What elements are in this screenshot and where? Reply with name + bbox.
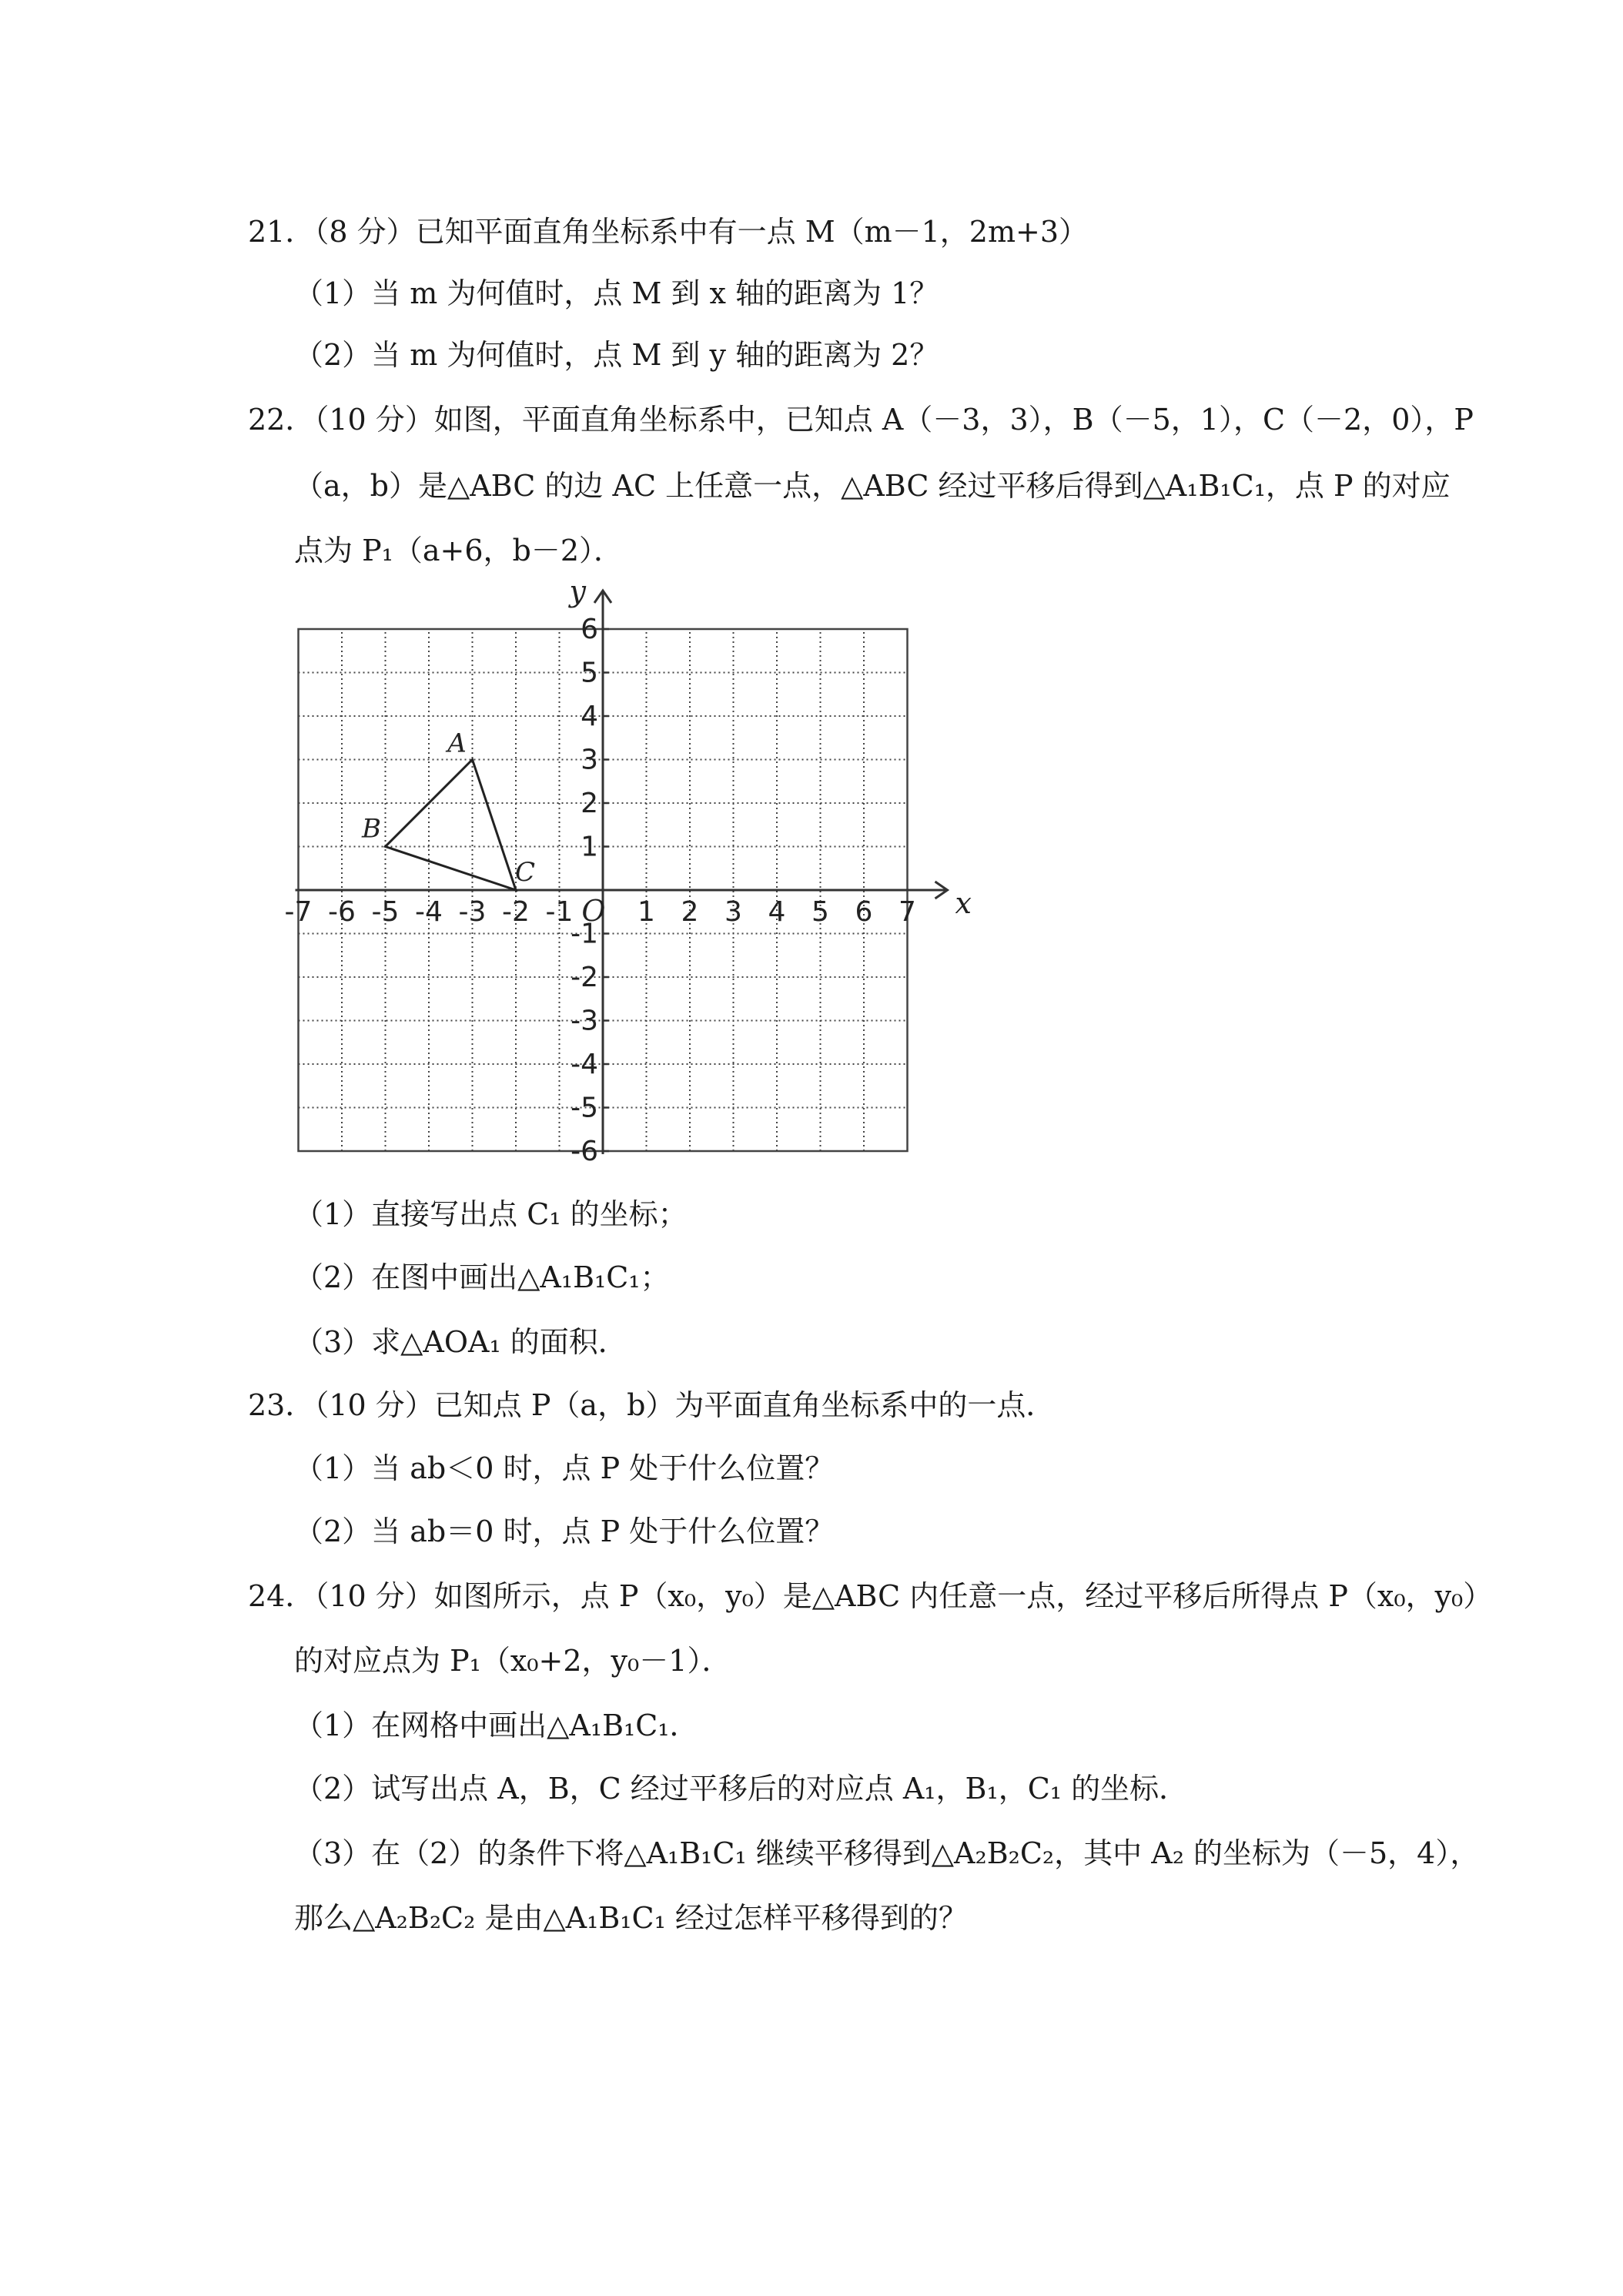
- q22-sub2: （2）在图中画出△A₁B₁C₁；: [294, 1260, 670, 1294]
- q24-sub2: （2）试写出点 A，B，C 经过平移后的对应点 A₁，B₁，C₁ 的坐标．: [294, 1772, 1189, 1806]
- q22-sub1: （1）直接写出点 C₁ 的坐标；: [294, 1197, 688, 1231]
- coordinate-grid-svg: [254, 574, 972, 1169]
- y-tick-label: -3: [571, 1005, 598, 1037]
- y-tick-label: 6: [581, 614, 598, 645]
- x-tick-label: -7: [284, 896, 313, 928]
- q22-sub3: （3）求△AOA₁ 的面积．: [294, 1325, 627, 1359]
- y-tick-label: -1: [571, 918, 598, 950]
- x-tick-label: -6: [328, 896, 356, 928]
- q22-line3: 点为 P₁（a+6，b－2）．: [294, 534, 624, 567]
- x-tick-label: 6: [855, 896, 873, 928]
- vertex-label-b: B: [362, 813, 381, 845]
- q24-line1: 24．（10 分）如图所示，点 P（x₀，y₀）是△ABC 内任意一点，经过平移后所得点 P（x₀，y₀）: [248, 1579, 1493, 1613]
- vertex-label-c: C: [514, 857, 536, 888]
- y-tick-label: -6: [571, 1136, 598, 1167]
- q23-sub2: （2）当 ab＝0 时，点 P 处于什么位置？: [294, 1514, 835, 1548]
- q24-sub3b: 那么△A₂B₂C₂ 是由△A₁B₁C₁ 经过怎样平移得到的？: [294, 1901, 968, 1935]
- y-axis-label: y: [569, 574, 586, 608]
- y-tick-label: -5: [571, 1092, 598, 1124]
- x-tick-label: -5: [371, 896, 400, 928]
- q22-line1: 22．（10 分）如图，平面直角坐标系中，已知点 A（－3，3），B（－5，1），C（－2，0），P: [248, 403, 1474, 437]
- x-tick-label: 5: [812, 896, 829, 928]
- y-tick-label: 3: [581, 744, 598, 776]
- q24-sub1: （1）在网格中画出△A₁B₁C₁．: [294, 1709, 699, 1742]
- y-tick-label: 4: [581, 701, 598, 732]
- q21-head: 21．（8 分）已知平面直角坐标系中有一点 M（m－1，2m+3）: [248, 215, 1089, 249]
- x-tick-label: 1: [637, 896, 655, 928]
- y-tick-label: 5: [581, 657, 598, 689]
- x-tick-label: 7: [899, 896, 916, 928]
- q23-head: 23．（10 分）已知点 P（a，b）为平面直角坐标系中的一点．: [248, 1388, 1056, 1422]
- q23-sub1: （1）当 ab＜0 时，点 P 处于什么位置？: [294, 1451, 835, 1485]
- x-tick-label: -4: [415, 896, 443, 928]
- x-tick-label: -1: [545, 896, 574, 928]
- x-tick-label: -2: [502, 896, 530, 928]
- y-tick-label: -2: [571, 962, 598, 993]
- vertex-label-a: A: [447, 728, 467, 759]
- x-tick-label: 4: [768, 896, 786, 928]
- x-axis-label: x: [955, 886, 972, 920]
- y-tick-label: 2: [581, 788, 598, 819]
- x-tick-label: 2: [681, 896, 699, 928]
- y-tick-label: -4: [571, 1049, 598, 1080]
- x-tick-label: 3: [724, 896, 742, 928]
- q21-sub2: （2）当 m 为何值时，点 M 到 y 轴的距离为 2？: [294, 338, 939, 372]
- triangle-abc: [386, 760, 517, 891]
- coordinate-grid-figure: [254, 574, 972, 1169]
- q24-sub3a: （3）在（2）的条件下将△A₁B₁C₁ 继续平移得到△A₂B₂C₂，其中 A₂ 的坐标为（－5，4），: [294, 1836, 1480, 1870]
- q21-sub1: （1）当 m 为何值时，点 M 到 x 轴的距离为 1？: [294, 276, 939, 310]
- y-tick-label: 1: [581, 831, 598, 863]
- origin-label: O: [581, 894, 606, 928]
- q22-line2: （a，b）是△ABC 的边 AC 上任意一点，△ABC 经过平移后得到△A₁B₁C₁，点 P 的对应: [294, 469, 1451, 503]
- x-tick-label: -3: [458, 896, 487, 928]
- q24-line2: 的对应点为 P₁（x₀+2，y₀－1）．: [294, 1644, 731, 1678]
